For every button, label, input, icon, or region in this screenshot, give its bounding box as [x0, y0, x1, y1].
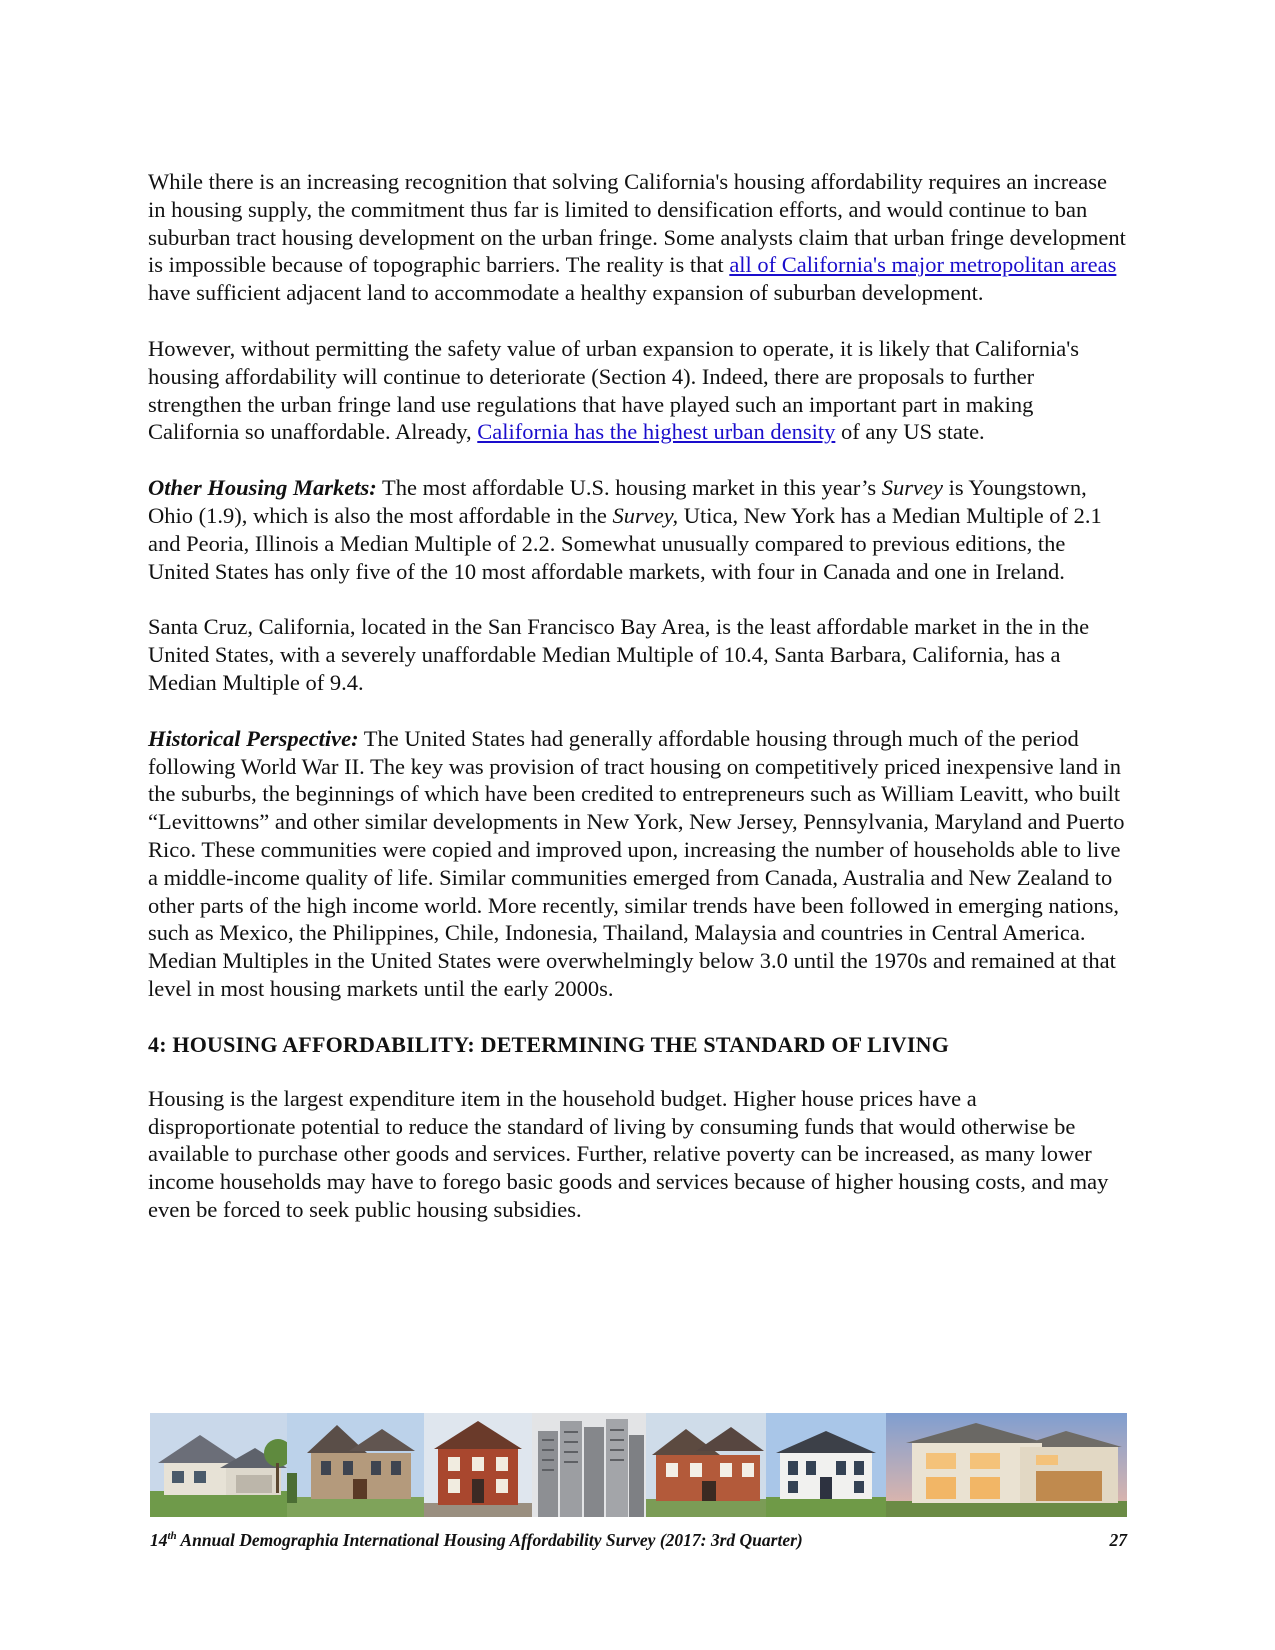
paragraph-santa-cruz: Santa Cruz, California, located in the San Francisco Bay Area, is the least affordable market in the in the United States, with a severely unaffordable Median Multiple of 10.4, Santa Barbara, California, has a Median Multiple of 9.4.: [148, 614, 1090, 695]
brick-house-icon: [646, 1413, 766, 1517]
paragraph-other-housing-markets: Other Housing Markets: The most affordable U.S. housing market in this year’s Survey is Youngstown, Ohio (1.9), which is also the most affordable in the Survey, Utica, New York has a Median Multiple of 2.1 and Peoria, Illinois a Median Multiple of 2.2. Somewhat unusually compared to previous editions, the United States has only five of the 10 most affordable markets, with four in Canada and one in Ireland.: [148, 475, 1102, 584]
page-number: 27: [1109, 1530, 1127, 1550]
footer-title: 14th Annual Demographia International Housing Affordability Survey (2017: 3rd Quarter): [150, 1530, 803, 1550]
victorian-house-icon: [287, 1413, 424, 1517]
paragraph-2: However, without permitting the safety value of urban expansion to operate, it is likely that California's housing affordability will continue to deteriorate (Section 4). Indeed, there are proposals to further strengthen the urban fringe land use regulations that have played such an important part in making California so unaffordable. Already, California has the highest urban density of any US state.: [148, 335, 1080, 445]
page-footer: [150, 1530, 1127, 1556]
lead-other-housing-markets: Other Housing Markets:: [148, 475, 377, 501]
house-photo-strip: [150, 1413, 1127, 1517]
brick-townhouse-icon: [424, 1413, 532, 1517]
paragraph-historical-perspective: Historical Perspective: The United States had generally affordable housing through much of the period following World War II. The key was provision of tract housing on competitively priced inexpensive land in the suburbs, the beginnings of which have been credited to entrepreneurs such as William Leavitt, who built “Levittowns” and other similar developments in New York, New Jersey, Pennsylvania, Maryland and Puerto Rico. These communities were copied and improved upon, increasing the number of households able to live a middle-income quality of life. Similar communities emerged from Canada, Australia and New Zealand to other parts of the high income world. More recently, similar trends have been followed in emerging nations, such as Mexico, the Philippines, Chile, Indonesia, Thailand, Malaysia and countries in Central America. Median Multiples in the United States were overwhelmingly below 3.0 until the 1970s and remained at that level in most housing markets until the early 2000s.: [148, 725, 1125, 1001]
suburban-house-icon: [150, 1413, 287, 1517]
section-heading: 4: HOUSING AFFORDABILITY: DETERMINING THE STANDARD OF LIVING: [148, 1031, 950, 1057]
paragraph-1: While there is an increasing recognition that solving California's housing affordability requires an increase in housing supply, the commitment thus far is limited to densification efforts, and would continue to ban suburban tract housing development on the urban fringe. Some analysts claim that urban fringe development is impossible because of topographic barriers. The reality is that all of California's major metropolitan areas have sufficient adjacent land to accommodate a healthy expansion of suburban development.: [148, 169, 1126, 306]
lead-historical-perspective: Historical Perspective:: [148, 725, 359, 751]
paragraph-housing-expenditure: Housing is the largest expenditure item in the household budget. Higher house prices have a disproportionate potential to reduce the standard of living by consuming funds that would otherwise be available to purchase other goods and services. Further, relative poverty can be increased, as many lower income households may have to forego basic goods and services because of higher housing costs, and may even be forced to seek public housing subsidies.: [148, 1085, 1109, 1222]
modern-villa-icon: [886, 1413, 1127, 1517]
colonial-house-icon: [766, 1413, 886, 1517]
link-california-urban-density[interactable]: California has the highest urban density: [477, 419, 836, 445]
page-body: [148, 168, 1128, 1252]
link-california-metro-areas[interactable]: all of California's major metropolitan areas: [729, 252, 1117, 278]
high-rise-towers-icon: [532, 1413, 646, 1517]
